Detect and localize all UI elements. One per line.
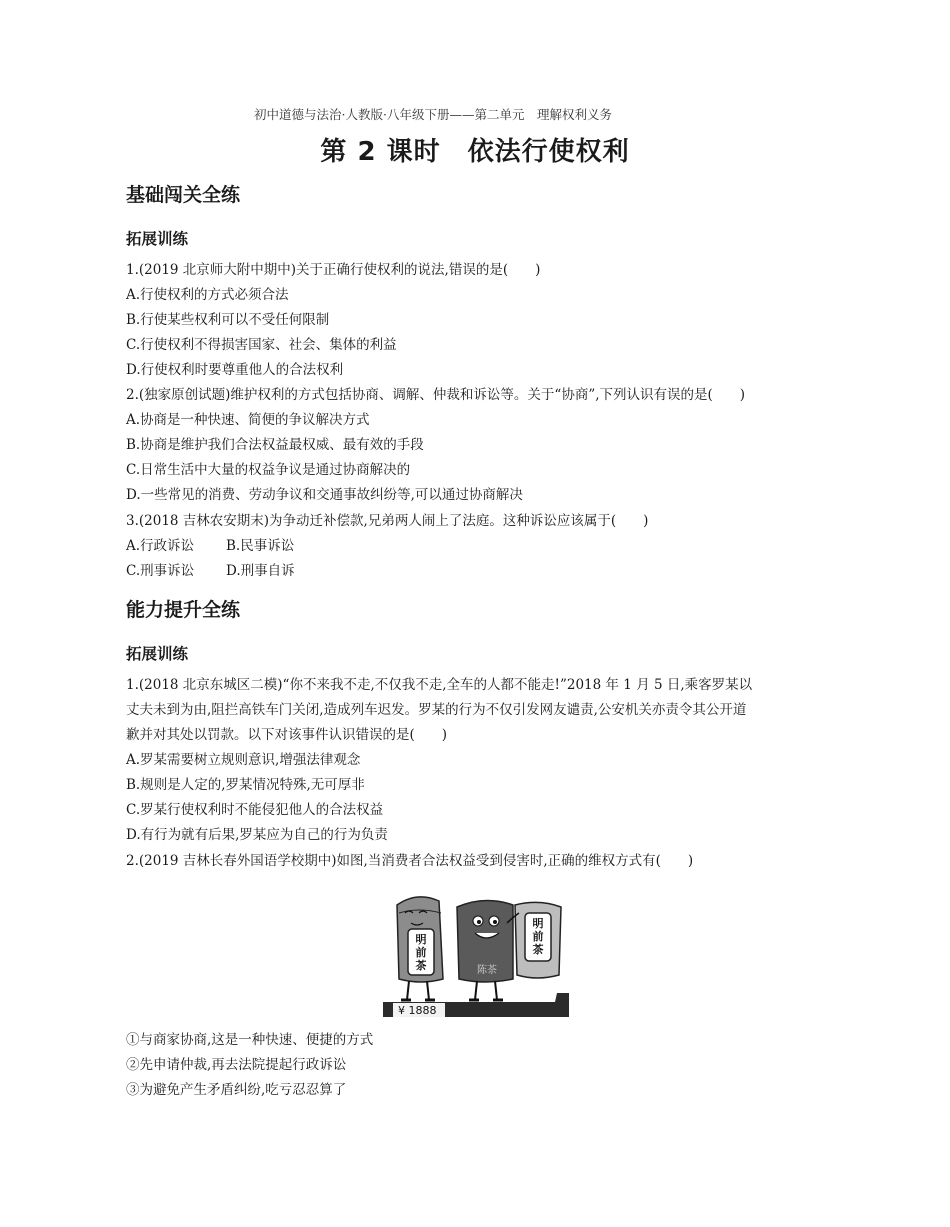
question-stem: 歉并对其处以罚款。以下对该事件认识错误的是( ) xyxy=(126,727,448,743)
option-c: C.刑事诉讼 xyxy=(126,563,195,579)
cartoon-figure xyxy=(381,883,572,1021)
option-c: C.日常生活中大量的权益争议是通过协商解决的 xyxy=(126,462,411,478)
options-row xyxy=(126,537,426,555)
can-label-left: 明前茶 xyxy=(415,933,427,972)
breadcrumb: 初中道德与法治·人教版·八年级下册——第二单元 理解权利义务 xyxy=(254,107,612,122)
option-c: C.行使权利不得损害国家、社会、集体的利益 xyxy=(126,337,397,353)
can-label-right: 明前茶 xyxy=(532,917,544,956)
subsection-title-basic: 拓展训练 xyxy=(126,230,189,248)
options-row xyxy=(126,562,426,580)
option-b: B.行使某些权利可以不受任何限制 xyxy=(126,312,330,328)
question-stem: 1.(2019 北京师大附中期中)关于正确行使权利的说法,错误的是( ) xyxy=(126,262,541,278)
subsection-title-advanced: 拓展训练 xyxy=(126,645,189,663)
can-label-middle: 陈茶 xyxy=(477,965,497,976)
question-stem: 1.(2018 北京东城区二模)“你不来我不走,不仅我不走,全车的人都不能走!”2018 年 1 月 5 日,乘客罗某以 xyxy=(126,677,753,693)
statement-1: ①与商家协商,这是一种快速、便捷的方式 xyxy=(126,1032,374,1048)
option-b: B.协商是维护我们合法权益最权威、最有效的手段 xyxy=(126,437,424,453)
question-stem: 2.(独家原创试题)维护权利的方式包括协商、调解、仲裁和诉讼等。关于“协商”,下列认识有误的是( ) xyxy=(126,387,746,403)
option-d: D.刑事自诉 xyxy=(226,563,295,579)
section-title-basic: 基础闯关全练 xyxy=(126,184,241,206)
question-stem: 3.(2018 吉林农安期末)为争动迁补偿款,兄弟两人闹上了法庭。这种诉讼应该属于( ) xyxy=(126,513,649,529)
option-b: B.规则是人定的,罗某情况特殊,无可厚非 xyxy=(126,777,365,793)
statement-2: ②先申请仲裁,再去法院提起行政诉讼 xyxy=(126,1057,347,1073)
option-d: D.一些常见的消费、劳动争议和交通事故纠纷等,可以通过协商解决 xyxy=(126,487,523,503)
option-d: D.行使权利时要尊重他人的合法权利 xyxy=(126,362,344,378)
price-label: ¥ 1888 xyxy=(398,1004,437,1017)
option-a: A.协商是一种快速、简便的争议解决方式 xyxy=(126,412,370,428)
option-c: C.罗某行使权利时不能侵犯他人的合法权益 xyxy=(126,802,384,818)
option-a: A.行使权利的方式必须合法 xyxy=(126,287,289,303)
option-a: A.行政诉讼 xyxy=(126,538,195,554)
statement-3: ③为避免产生矛盾纠纷,吃亏忍忍算了 xyxy=(126,1082,347,1098)
option-a: A.罗某需要树立规则意识,增强法律观念 xyxy=(126,752,361,768)
option-d: D.有行为就有后果,罗某应为自己的行为负责 xyxy=(126,827,388,843)
option-b: B.民事诉讼 xyxy=(226,538,295,554)
lesson-title: 第 2 课时 依法行使权利 xyxy=(320,137,630,167)
section-title-advanced: 能力提升全练 xyxy=(126,599,241,621)
cartoon-illustration xyxy=(381,883,572,1021)
question-stem: 丈夫未到为由,阻拦高铁车门关闭,造成列车迟发。罗某的行为不仅引发网友谴责,公安机关亦责令其公开道 xyxy=(126,702,747,718)
question-stem: 2.(2019 吉林长春外国语学校期中)如图,当消费者合法权益受到侵害时,正确的维权方式有( ) xyxy=(126,853,694,869)
